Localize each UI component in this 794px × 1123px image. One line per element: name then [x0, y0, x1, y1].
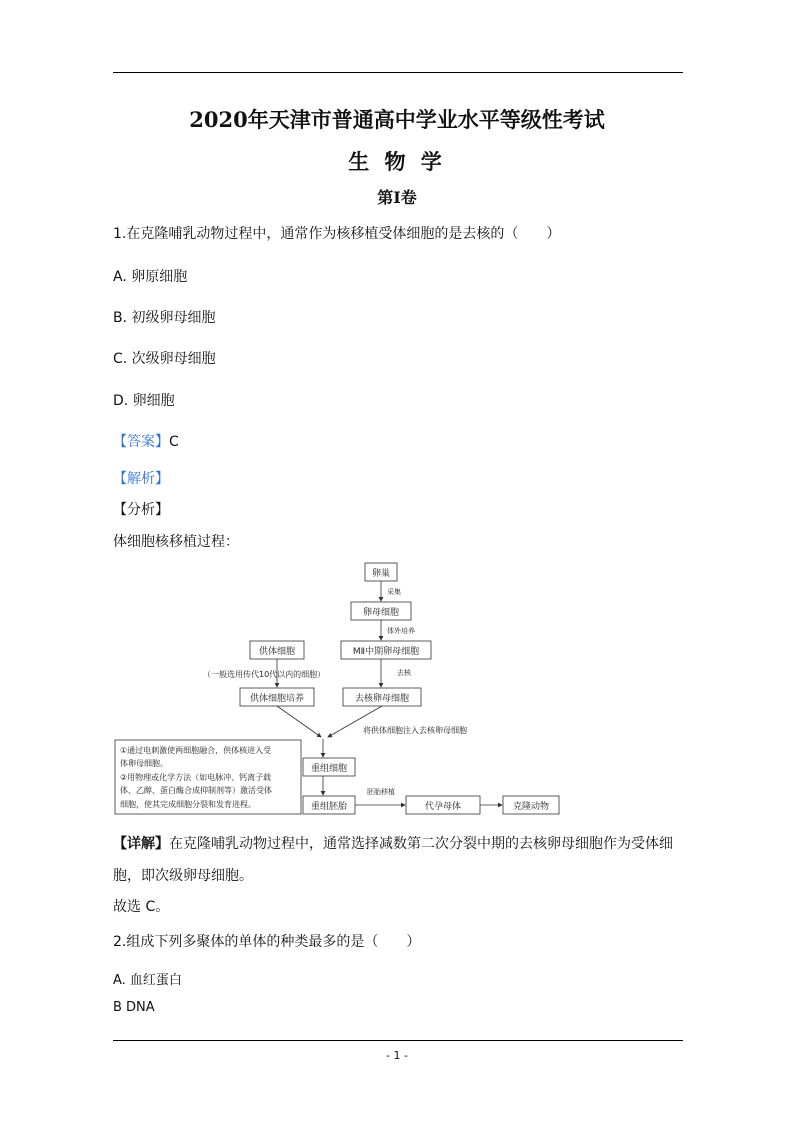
label-collect: 采集: [387, 588, 401, 596]
nuclear-transfer-diagram: [113, 557, 683, 820]
box-donor-cell: 供体细胞: [258, 647, 296, 657]
box-clone-animal: 克隆动物: [512, 802, 550, 812]
detail-line-1: [113, 833, 673, 853]
note-line-5: 细胞，使其完成细胞分裂和发育进程。: [120, 800, 256, 809]
box-reconstructed-cell: 重组细胞: [310, 764, 348, 774]
q1-option-b: B. 初级卵母细胞: [113, 310, 216, 326]
detail-text-1: 在克隆哺乳动物过程中，通常选择减数第二次分裂中期的去核卵母细胞作为受体细: [169, 836, 673, 852]
box-reconstructed-embryo: 重组胚胎: [310, 802, 348, 812]
page-number: - 1 -: [386, 1049, 408, 1062]
detail-line-2: 胞，即次级卵母细胞。: [113, 868, 253, 884]
box-donor-culture: 供体细胞培养: [249, 694, 305, 704]
q1-option-a: A. 卵原细胞: [113, 269, 188, 285]
section-title: 第Ⅰ卷: [377, 188, 417, 207]
q1-stem: 1.在克隆哺乳动物过程中，通常作为核移植受体细胞的是去核的（ ）: [113, 226, 561, 242]
q1-answer: [113, 431, 179, 451]
top-rule: [113, 72, 683, 73]
fenxi-tag: 【分析】: [113, 502, 169, 518]
q2-stem: 2.组成下列多聚体的单体的种类最多的是（ ）: [113, 934, 421, 950]
box-enucleated-oocyte: 去核卵母细胞: [354, 694, 410, 704]
bottom-rule: [113, 1040, 683, 1041]
q2-option-b: B DNA: [113, 1000, 155, 1015]
answer-tag: 【答案】: [113, 434, 169, 450]
detail-tag: 【详解】: [113, 836, 169, 852]
q1-option-d: D. 卵细胞: [113, 393, 175, 409]
label-inject: 将供体细胞注入去核卵母细胞: [363, 726, 467, 735]
label-donor-note: （一般选用传代10代以内的细胞）: [203, 670, 326, 679]
exam-title: 2020年天津市普通高中学业水平等级性考试: [189, 107, 605, 132]
label-enucleate: 去核: [397, 669, 411, 677]
process-intro: 体细胞核移植过程：: [113, 534, 239, 550]
note-line-2: 体卵母细胞。: [120, 759, 168, 768]
subject-title: 生 物 学: [348, 149, 446, 174]
box-ovary: 卵巢: [371, 569, 391, 579]
box-oocyte: 卵母细胞: [362, 608, 400, 618]
note-line-3: ②用物理或化学方法（如电脉冲、钙离子载: [120, 773, 272, 782]
box-mii-oocyte: MⅡ中期卵母细胞: [352, 647, 420, 657]
label-embryo-transfer: 胚胎移植: [367, 788, 395, 796]
label-culture: 体外培养: [387, 627, 415, 635]
box-surrogate: 代孕母体: [424, 802, 462, 812]
conclusion: 故选 C。: [113, 899, 170, 915]
q2-option-a: A. 血红蛋白: [113, 973, 182, 988]
note-line-1: ①通过电刺激使两细胞融合，供体核进入受: [120, 746, 272, 755]
answer-value: C: [169, 434, 179, 450]
q1-option-c: C. 次级卵母细胞: [113, 351, 216, 367]
analysis-tag: 【解析】: [113, 471, 169, 487]
note-line-4: 体、乙醇、蛋白酶合成抑制剂等）激活受体: [120, 786, 272, 795]
